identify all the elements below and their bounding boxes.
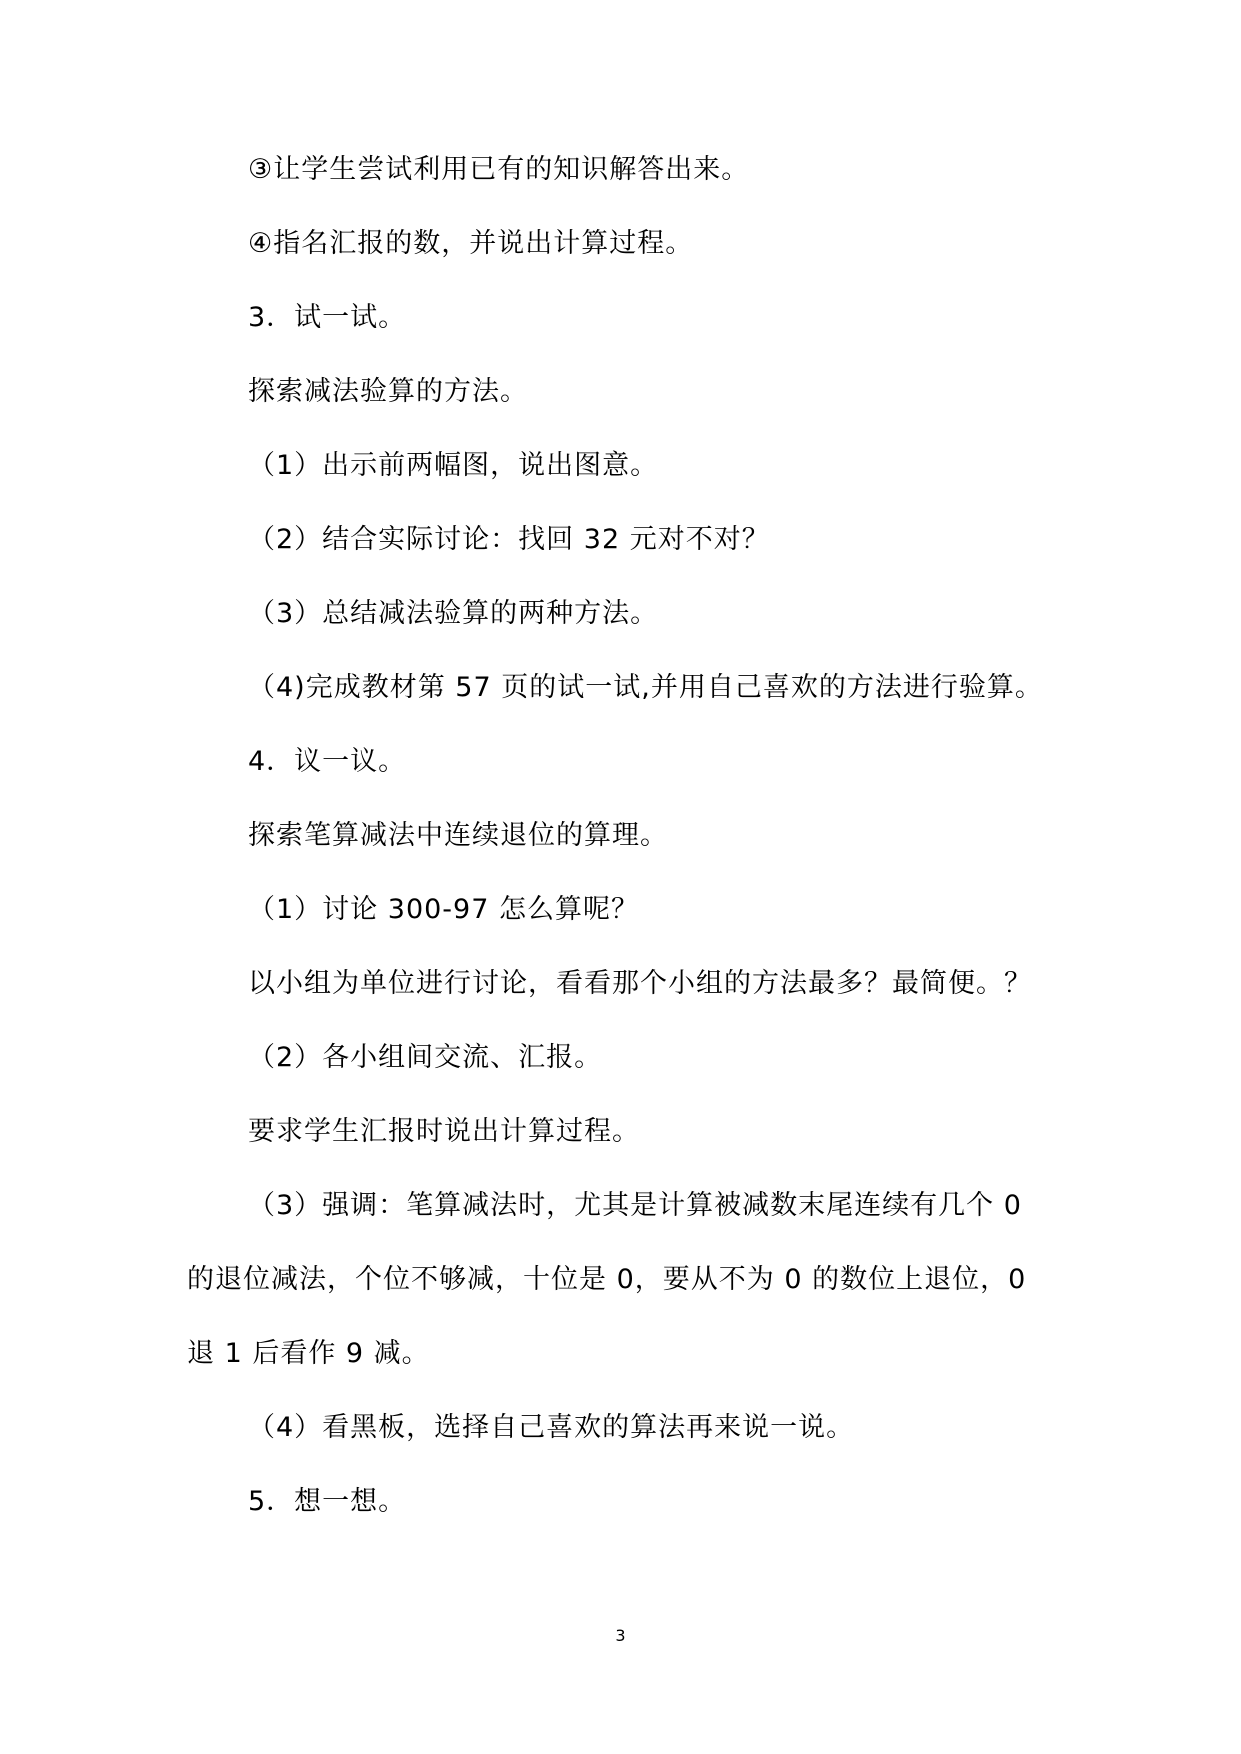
text-line-discuss-item-1: （1）讨论 300-97 怎么算呢？ xyxy=(248,894,639,925)
text-line-discuss-item-3-continued: 的退位减法，个位不够减，十位是 0，要从不为 0 的数位上退位，0 xyxy=(187,1264,1027,1295)
text-line-item-1: （1）出示前两幅图，说出图意。 xyxy=(248,450,659,481)
text-line-discuss-item-3: （3）强调：笔算减法时，尤其是计算被减数末尾连续有几个 0 xyxy=(248,1190,1022,1221)
page-number: 3 xyxy=(615,1626,626,1645)
text-line-group-discussion: 以小组为单位进行讨论，看看那个小组的方法最多？最简便。？ xyxy=(248,968,1032,999)
text-line-discuss-item-3-end: 退 1 后看作 9 减。 xyxy=(187,1338,430,1369)
text-line-item-3: （3）总结减法验算的两种方法。 xyxy=(248,598,659,629)
text-line-explore-borrowing: 探索笔算减法中连续退位的算理。 xyxy=(248,820,668,851)
text-line-step-4: ④指名汇报的数，并说出计算过程。 xyxy=(248,228,694,259)
text-line-discuss-item-2: （2）各小组间交流、汇报。 xyxy=(248,1042,603,1073)
text-line-discuss-item-4: （4）看黑板，选择自己喜欢的算法再来说一说。 xyxy=(248,1412,855,1443)
text-line-step-3: ③让学生尝试利用已有的知识解答出来。 xyxy=(248,154,750,185)
section-heading-discuss: 4．议一议。 xyxy=(248,746,407,777)
section-heading-try: 3．试一试。 xyxy=(248,302,407,333)
text-line-item-2: （2）结合实际讨论：找回 32 元对不对？ xyxy=(248,524,770,555)
text-line-requirement: 要求学生汇报时说出计算过程。 xyxy=(248,1116,640,1147)
text-line-explore-verification: 探索减法验算的方法。 xyxy=(248,376,528,407)
section-heading-think: 5．想一想。 xyxy=(248,1486,407,1517)
text-line-item-4: （4)完成教材第 57 页的试一试,并用自己喜欢的方法进行验算。 xyxy=(248,672,1043,703)
